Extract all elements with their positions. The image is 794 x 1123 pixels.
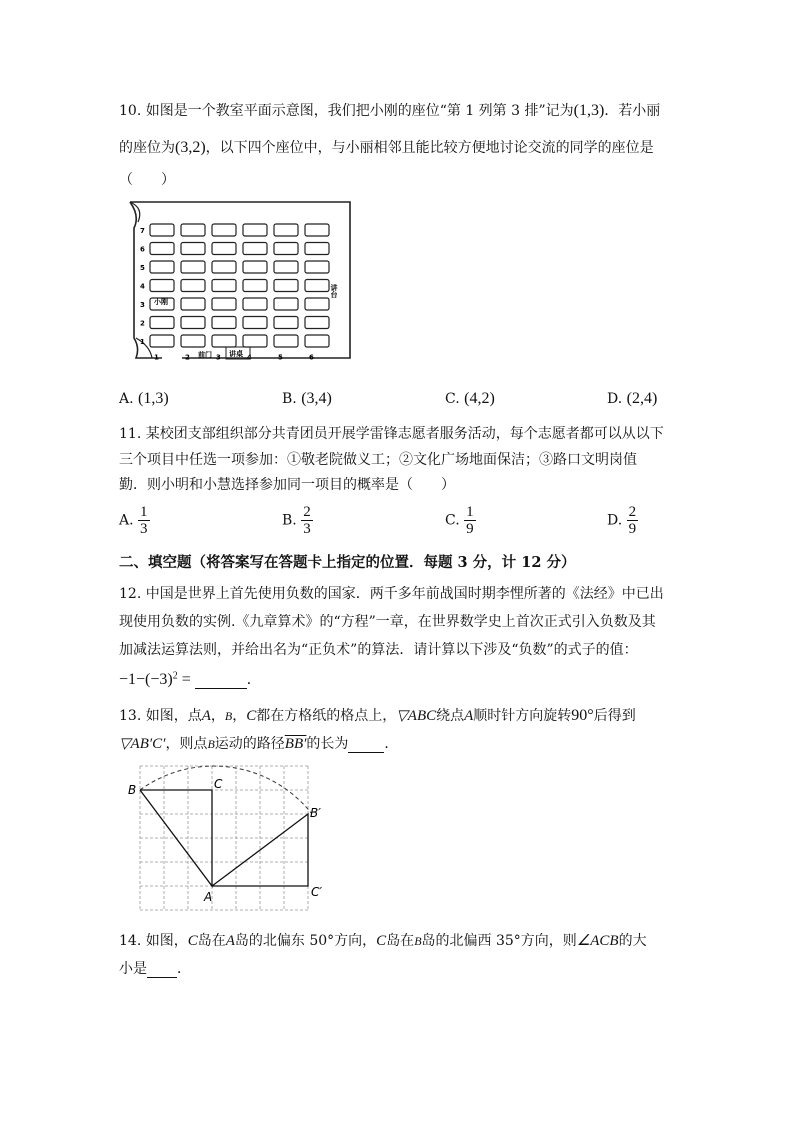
seat (243, 224, 267, 236)
q11-option-d[interactable]: D. $\frac{2}{9}$ (607, 504, 637, 537)
seat (181, 280, 205, 292)
seat (150, 317, 174, 329)
row-label: 2 (140, 319, 145, 328)
seat (305, 280, 329, 292)
q14-answer-blank[interactable] (147, 963, 177, 978)
q14-line2: 小是 ． (119, 961, 191, 977)
q11-option-a[interactable]: A. $\frac{1}{3}$ (119, 504, 148, 537)
q11-line1: 11. 某校团支部组织部分共青团员开展学雷锋志愿者服务活动，每个志愿者都可以从以下 (119, 426, 664, 442)
seat (274, 261, 298, 273)
row-label: 3 (140, 301, 145, 309)
q10-text: 10. 如图是一个教室平面示意图，我们把小刚的座位“第 1 列第 3 排”记为 (119, 103, 574, 119)
seat (212, 298, 236, 310)
section-heading: 二、填空题（将答案写在答题卡上指定的位置．每题 3 分，计 12 分） (119, 554, 576, 571)
seat (150, 261, 174, 273)
seat (274, 317, 298, 329)
rotation-grid-figure (122, 762, 332, 912)
seat (181, 335, 205, 347)
seat (274, 243, 298, 255)
col-label: 5 (278, 353, 283, 362)
q10-option-c[interactable]: C. (4,2) (445, 390, 495, 407)
seat (274, 298, 298, 310)
seat (243, 335, 267, 347)
seat (181, 317, 205, 329)
seat (212, 280, 236, 292)
seat (181, 224, 205, 236)
q13-answer-blank[interactable] (348, 738, 384, 753)
seat (181, 243, 205, 255)
q12-expr: −1−(−3) (119, 671, 173, 688)
q11-option-b[interactable]: B. $\frac{2}{3}$ (282, 504, 311, 537)
q11-option-c[interactable]: C. $\frac{1}{9}$ (445, 504, 474, 537)
q10-option-d[interactable]: D. (2,4) (607, 390, 658, 407)
q13-line2: ▽AB′C′，则点B运动的路径BB′的长为 ． (119, 736, 399, 752)
seat (243, 317, 267, 329)
seat (274, 224, 298, 236)
podium-label: 讲桌 (229, 350, 243, 358)
seat (150, 243, 174, 255)
seat (305, 261, 329, 273)
q13-arc-label: BB′ (284, 736, 307, 752)
q12-equals: = (177, 671, 195, 688)
q12-line2: 现使用负数的实例.《九章算术》的“方程”一章，在世界数学史上首次正式引入负数及其 (119, 614, 656, 630)
q10-paren: （ ） (119, 172, 175, 188)
col-label: 6 (309, 353, 314, 362)
seat (212, 317, 236, 329)
row-label: 5 (140, 264, 145, 272)
label-bprime: B′ (310, 806, 321, 820)
q10-text: 的座位为 (119, 140, 175, 156)
triangle-abpcp (212, 814, 308, 886)
q10-point-xiaoli: (3,2) (175, 139, 206, 156)
row-label: 7 (140, 227, 145, 235)
q12-line3: 加减法运算法则，并给出名为“正负术”的算法．请计算以下涉及“负数”的式子的值： (119, 642, 638, 658)
q11-line2: 三个项目中任选一项参加：①敬老院做义工；②文化广场地面保洁；③路口文明岗值 (119, 452, 637, 468)
q10-option-b[interactable]: B. (3,4) (282, 390, 332, 407)
seat (181, 298, 205, 310)
classroom-seating-figure (122, 198, 362, 368)
q10-point-xiaogang: (1,3) (573, 102, 605, 119)
label-a: A (204, 890, 213, 904)
q10-line1 (119, 100, 660, 120)
q10-text: ，以下四个座位中，与小丽相邻且能比较方便地讨论交流的同学的座位是 (205, 140, 654, 156)
col-label: 1 (154, 353, 159, 362)
seat (305, 224, 329, 236)
col-label: 3 (216, 353, 221, 362)
q11-line3: 勤．则小明和小慧选择参加同一项目的概率是（ ） (119, 477, 455, 493)
label-c: C (214, 777, 223, 791)
seat (243, 243, 267, 255)
seat (181, 261, 205, 273)
seat (150, 280, 174, 292)
seat (305, 317, 329, 329)
label-cprime: C′ (311, 885, 323, 899)
q14-line1: 14. 如图，C岛在A岛的北偏东 50°方向，C岛在B岛的北偏西 35°方向，则∠ACB的大 (119, 933, 647, 949)
seat (212, 243, 236, 255)
q10-option-a[interactable]: A. (1,3) (119, 390, 169, 407)
q12-expression: $-1-(-3)^2$ = ． (119, 670, 261, 688)
row-label: 4 (140, 282, 145, 291)
seat (305, 335, 329, 347)
q10-text: ．若小丽 (604, 103, 661, 119)
q10-line2 (119, 137, 654, 157)
col-label: 4 (247, 353, 252, 362)
seat (212, 224, 236, 236)
seat (274, 280, 298, 292)
stage-label: 讲台 (330, 284, 338, 298)
q12-line1: 12. 中国是世界上首先使用负数的国家．两千多年前战国时期李悝所著的《法经》中已出 (119, 586, 664, 602)
row-label: 6 (140, 245, 145, 254)
seat (243, 298, 267, 310)
seat (150, 335, 174, 347)
seat (243, 280, 267, 292)
seat (150, 224, 174, 236)
label-b: B (128, 783, 137, 797)
q12-answer-blank[interactable] (195, 674, 247, 689)
xiaogang-label: 小刚 (154, 298, 168, 306)
door-label: 前门 (198, 351, 212, 359)
row-label: 1 (140, 338, 145, 346)
col-label: 2 (185, 353, 190, 362)
q13-line1: 13. 如图，点A，B，C都在方格纸的格点上，▽ABC绕点A顺时针方向旋转90°后得到 (119, 707, 636, 724)
q12-exponent: 2 (172, 670, 178, 682)
seat (212, 335, 236, 347)
seat (305, 243, 329, 255)
seat (243, 261, 267, 273)
seat (212, 261, 236, 273)
seat (274, 335, 298, 347)
seat (305, 298, 329, 310)
